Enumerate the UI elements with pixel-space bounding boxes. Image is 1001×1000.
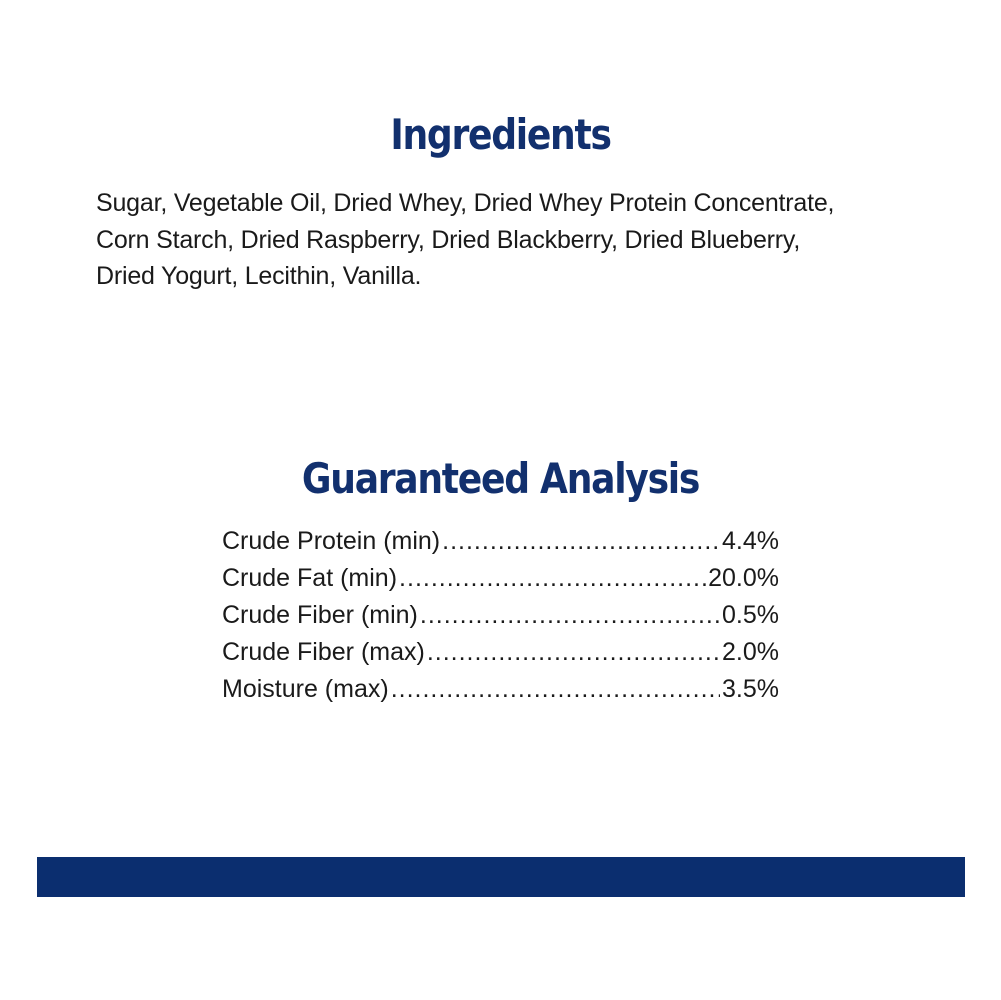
analysis-label: Crude Protein (min) — [222, 527, 441, 555]
analysis-value: 20.0% — [708, 564, 779, 592]
analysis-value: 4.4% — [722, 527, 779, 555]
dot-leader — [399, 564, 706, 593]
analysis-row — [222, 527, 779, 564]
analysis-label: Crude Fiber (min) — [222, 601, 418, 629]
analysis-row — [222, 564, 779, 601]
analysis-row — [222, 638, 779, 675]
analysis-label: Moisture (max) — [222, 675, 389, 703]
analysis-label: Crude Fiber (max) — [222, 638, 425, 666]
guaranteed-analysis-table — [222, 527, 779, 712]
analysis-row — [222, 675, 779, 712]
dot-leader — [427, 638, 720, 667]
dot-leader — [391, 675, 720, 704]
ingredients-line: Corn Starch, Dried Raspberry, Dried Blackberry, Dried Blueberry, — [96, 225, 801, 254]
dot-leader — [420, 601, 720, 630]
analysis-label: Crude Fat (min) — [222, 564, 398, 592]
analysis-value: 0.5% — [722, 601, 779, 629]
ingredients-title: Ingredients — [390, 110, 611, 159]
guaranteed-analysis-title: Guaranteed Analysis — [301, 454, 700, 503]
ingredients-list — [96, 185, 956, 295]
dot-leader — [442, 527, 720, 556]
ingredients-line: Sugar, Vegetable Oil, Dried Whey, Dried Whey Protein Concentrate, — [96, 189, 835, 217]
footer-band — [37, 857, 965, 897]
analysis-value: 2.0% — [722, 638, 779, 666]
analysis-row — [222, 601, 779, 638]
analysis-value: 3.5% — [722, 675, 779, 703]
ingredients-line: Dried Yogurt, Lecithin, Vanilla. — [96, 262, 422, 290]
